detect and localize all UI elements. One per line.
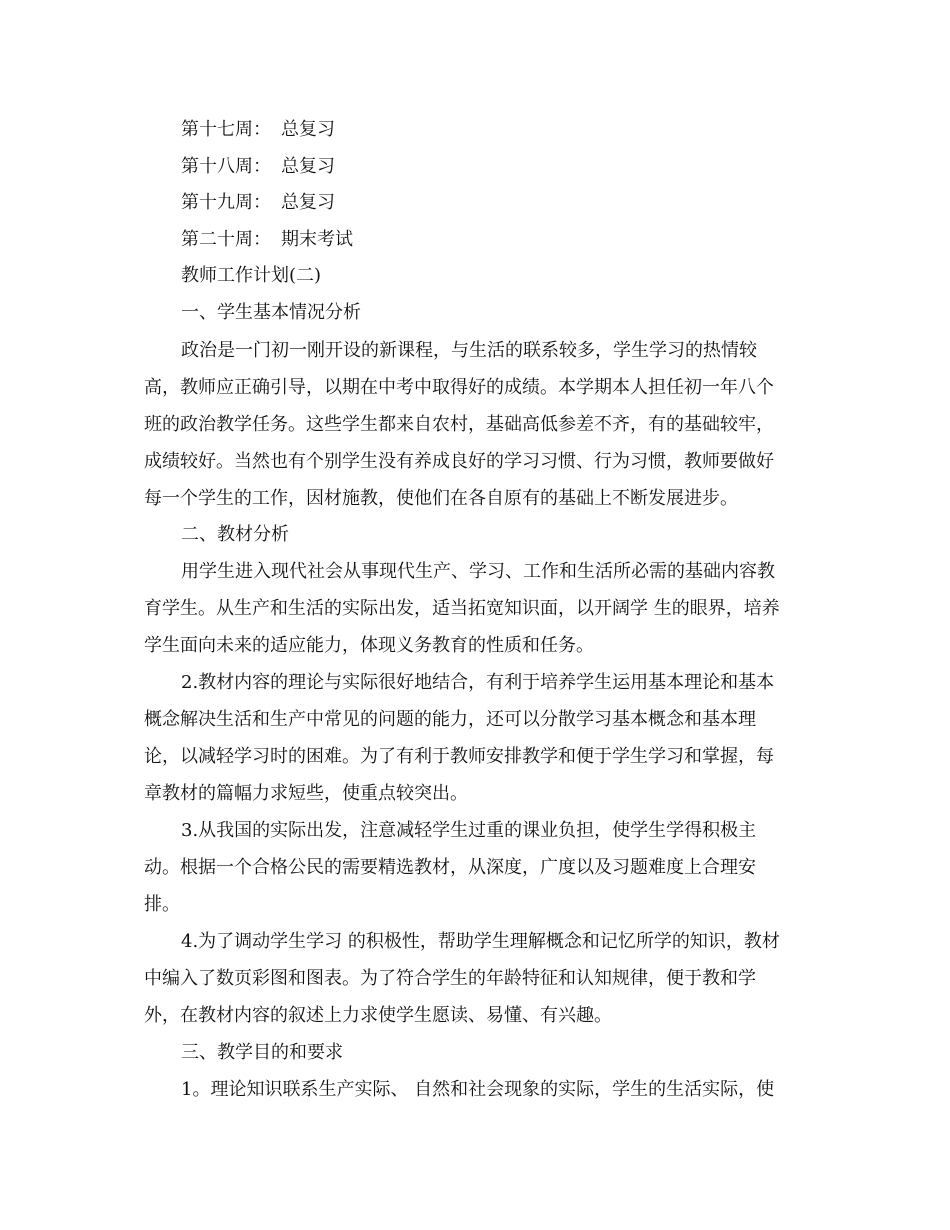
paragraph-line: 论，以减轻学习时的困难。为了有利于教师安排教学和便于学生学习和掌握，每 xyxy=(144,746,774,767)
paragraph-line: 概念解决生活和生产中常见的问题的能力，还可以分散学习基本概念和基本理 xyxy=(144,709,756,730)
paragraph-line: 用学生进入现代社会从事现代生产、学习、工作和生活所必需的基础内容教 xyxy=(181,561,775,582)
schedule-task: 总复习 xyxy=(281,156,335,177)
paragraph-line: 4.为了调动学生学习 的积极性，帮助学生理解概念和记忆所学的知识，教材 xyxy=(181,931,780,952)
paragraph-line: 动。根据一个合格公民的需要精选教材，从深度，广度以及习题难度上合理安 xyxy=(144,857,756,878)
schedule-item xyxy=(181,155,335,179)
section-heading: 一、学生基本情况分析 xyxy=(181,302,361,323)
paragraph-line: 政治是一门初一刚开设的新课程，与生活的联系较多，学生学习的热情较 xyxy=(181,340,757,361)
paragraph-line: 中编入了数页彩图和图表。为了符合学生的年龄特征和认知规律，便于教和学 xyxy=(144,968,756,989)
schedule-week: 第十八周： xyxy=(181,156,271,177)
paragraph-line: 外，在教材内容的叙述上力求使学生愿读、易懂、有兴趣。 xyxy=(144,1005,612,1026)
schedule-week: 第二十周： xyxy=(181,229,271,250)
section-heading: 三、教学目的和要求 xyxy=(181,1042,343,1063)
paragraph-line: 高，教师应正确引导，以期在中考中取得好的成绩。本学期本人担任初一年八个 xyxy=(144,377,774,398)
schedule-task: 期末考试 xyxy=(281,229,353,250)
schedule-week: 第十九周： xyxy=(181,192,271,213)
paragraph-line: 3.从我国的实际出发，注意减轻学生过重的课业负担，使学生学得积极主 xyxy=(181,820,757,841)
paragraph-line: 成绩较好。当然也有个别学生没有养成良好的学习习惯、行为习惯，教师要做好 xyxy=(144,451,774,472)
schedule-item xyxy=(181,228,353,252)
paragraph-line: 1。理论知识联系生产实际、 自然和社会现象的实际，学生的生活实际，使 xyxy=(181,1079,775,1100)
paragraph-line: 育学生。从生产和生活的实际出发，适当拓宽知识面，以开阔学 生的眼界，培养 xyxy=(144,598,780,619)
paragraph-line: 章教材的篇幅力求短些，使重点较突出。 xyxy=(144,783,468,804)
schedule-week: 第十七周： xyxy=(181,119,271,140)
schedule-item xyxy=(181,118,335,142)
paragraph-line: 学生面向未来的适应能力，体现义务教育的性质和任务。 xyxy=(144,635,594,656)
section-heading: 二、教材分析 xyxy=(181,524,289,545)
plan-title: 教师工作计划(二) xyxy=(181,265,322,286)
schedule-task: 总复习 xyxy=(281,119,335,140)
paragraph-line: 班的政治教学任务。这些学生都来自农村，基础高低参差不齐，有的基础较牢， xyxy=(144,414,774,435)
paragraph-line: 2.教材内容的理论与实际很好地结合，有利于培养学生运用基本理论和基本 xyxy=(181,672,775,693)
paragraph-line: 排。 xyxy=(144,894,180,915)
schedule-task: 总复习 xyxy=(281,192,335,213)
schedule-item xyxy=(181,191,335,215)
paragraph-line: 每一个学生的工作，因材施教，使他们在各自原有的基础上不断发展进步。 xyxy=(144,488,738,509)
